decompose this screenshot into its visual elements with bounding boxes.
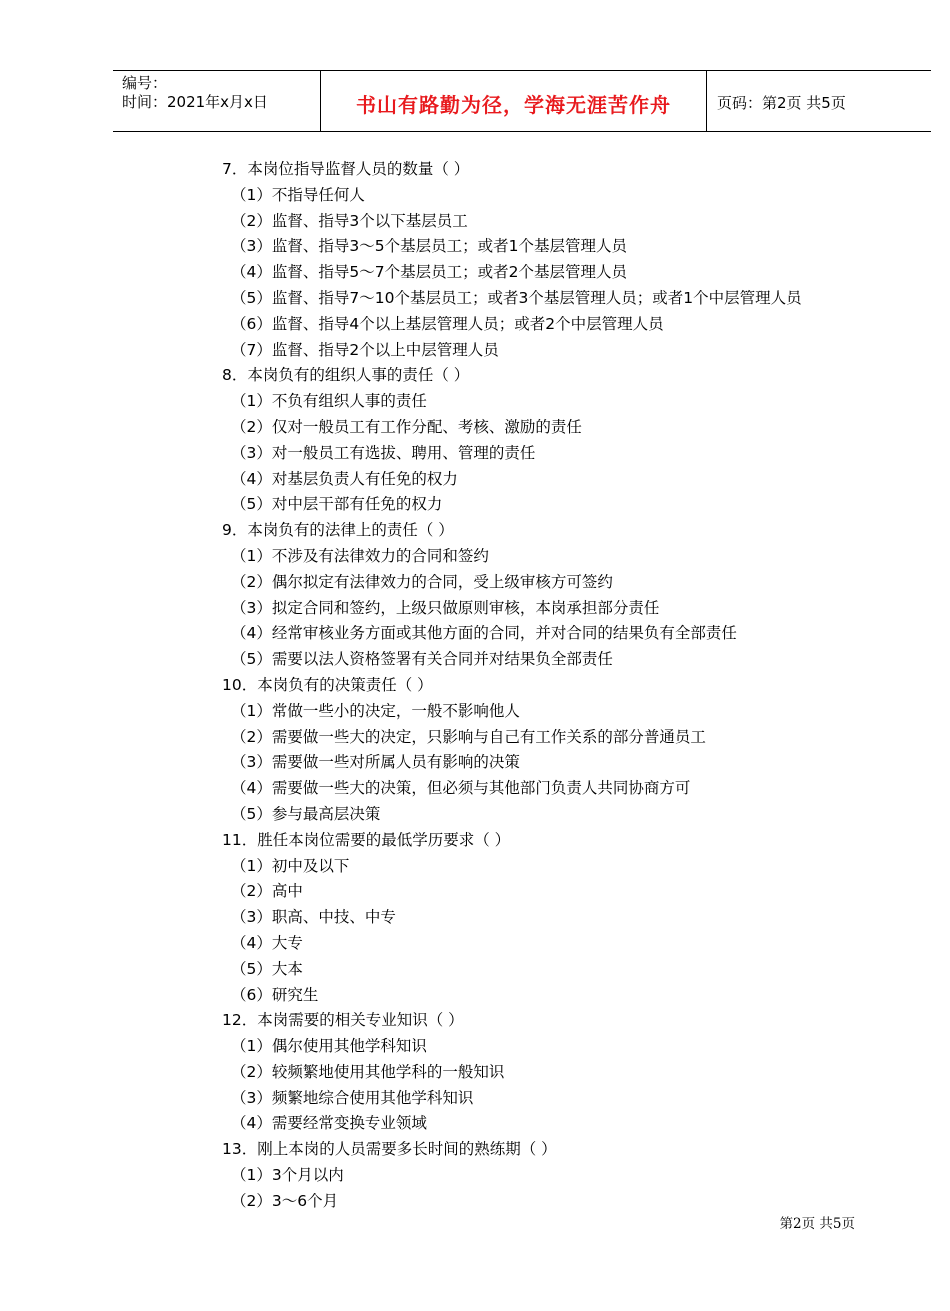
answer-option: （1）不涉及有法律效力的合同和签约 (231, 546, 489, 565)
answer-option: （2）监督、指导3个以下基层员工 (231, 211, 468, 230)
question-title: 10．本岗负有的决策责任（ ） (222, 675, 433, 694)
header-page-cell (707, 71, 931, 131)
answer-option: （2）较频繁地使用其他学科的一般知识 (231, 1062, 505, 1081)
answer-option: （7）监督、指导2个以上中层管理人员 (231, 340, 499, 359)
answer-option: （1）3个月以内 (231, 1166, 344, 1185)
answer-option: （2）高中 (231, 882, 303, 901)
answer-option: （2）需要做一些大的决定，只影响与自己有工作关系的部分普通员工 (231, 727, 706, 746)
question-title: 9．本岗负有的法律上的责任（ ） (222, 521, 454, 540)
answer-option: （5）需要以法人资格签署有关合同并对结果负全部责任 (231, 650, 613, 669)
answer-option: （6）研究生 (231, 985, 319, 1004)
answer-option: （5）监督、指导7～10个基层员工；或者3个基层管理人员；或者1个中层管理人员 (231, 288, 802, 307)
answer-option: （1）不指导任何人 (231, 185, 365, 204)
header-slogan-cell (321, 71, 707, 131)
answer-option: （4）监督、指导5～7个基层员工；或者2个基层管理人员 (231, 263, 627, 282)
document-header (113, 70, 931, 132)
question-title: 13．刚上本岗的人员需要多长时间的熟练期（ ） (222, 1140, 557, 1159)
question-title: 12．本岗需要的相关专业知识（ ） (222, 1011, 464, 1030)
answer-option: （1）初中及以下 (231, 856, 350, 875)
document-date: 时间：2021年x月x日 (122, 93, 268, 111)
document-number-label: 编号： (122, 74, 168, 92)
questionnaire-body (0, 157, 950, 1215)
answer-option: （3）对一般员工有选拔、聘用、管理的责任 (231, 443, 536, 462)
header-meta-cell (113, 71, 321, 131)
answer-option: （3）职高、中技、中专 (231, 908, 396, 927)
page-footer: 第2页 共5页 (779, 1216, 855, 1232)
answer-option: （5）参与最高层决策 (231, 804, 381, 823)
answer-option: （1）偶尔使用其他学科知识 (231, 1037, 427, 1056)
answer-option: （3）拟定合同和签约，上级只做原则审核，本岗承担部分责任 (231, 598, 660, 617)
answer-option: （4）需要经常变换专业领域 (231, 1114, 427, 1133)
answer-option: （2）偶尔拟定有法律效力的合同，受上级审核方可签约 (231, 572, 613, 591)
answer-option: （2）3～6个月 (231, 1191, 339, 1210)
answer-option: （1）常做一些小的决定，一般不影响他人 (231, 701, 520, 720)
answer-option: （2）仅对一般员工有工作分配、考核、激励的责任 (231, 417, 582, 436)
header-page-code: 页码：第2页 共5页 (717, 94, 846, 112)
question-title: 8．本岗负有的组织人事的责任（ ） (222, 366, 470, 385)
question-title: 11．胜任本岗位需要的最低学历要求（ ） (222, 830, 511, 849)
answer-option: （4）大专 (231, 933, 303, 952)
answer-option: （4）需要做一些大的决策，但必须与其他部门负责人共同协商方可 (231, 779, 691, 798)
answer-option: （3）需要做一些对所属人员有影响的决策 (231, 753, 520, 772)
header-slogan: 书山有路勤为径，学海无涯苦作舟 (356, 93, 671, 117)
answer-option: （4）经常审核业务方面或其他方面的合同，并对合同的结果负有全部责任 (231, 624, 737, 643)
answer-option: （1）不负有组织人事的责任 (231, 392, 427, 411)
answer-option: （6）监督、指导4个以上基层管理人员；或者2个中层管理人员 (231, 314, 664, 333)
answer-option: （5）对中层干部有任免的权力 (231, 495, 443, 514)
answer-option: （3）监督、指导3～5个基层员工；或者1个基层管理人员 (231, 237, 627, 256)
answer-option: （3）频繁地综合使用其他学科知识 (231, 1088, 474, 1107)
answer-option: （5）大本 (231, 959, 303, 978)
answer-option: （4）对基层负责人有任免的权力 (231, 469, 458, 488)
question-title: 7．本岗位指导监督人员的数量（ ） (222, 160, 470, 178)
